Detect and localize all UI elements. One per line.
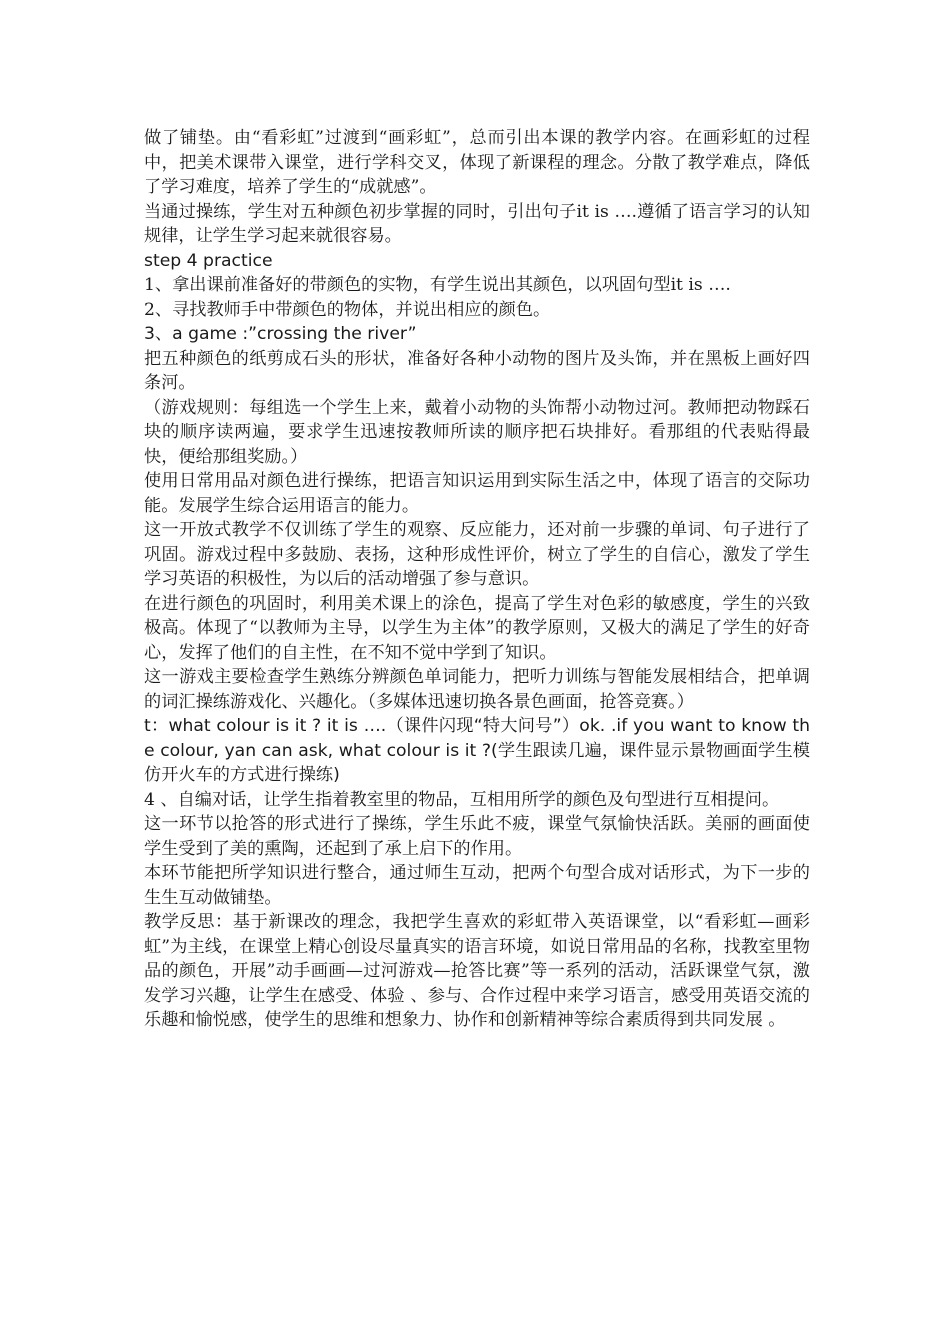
paragraph-open-teaching: 这一开放式教学不仅训练了学生的观察、反应能力，还对前一步骤的单词、句子进行了巩固。游戏过程中多鼓励、表扬，这种形成性评价，树立了学生的自信心，激发了学生学习英语的积极性，为以后的活动增强了参与意识。 [144, 520, 810, 589]
paragraph-reflection: 教学反思：基于新课改的理念，我把学生喜欢的彩虹带入英语课堂，以“看彩虹—画彩虹”为主线，在课堂上精心创设尽量真实的语言环境，如说日常用品的名称，找教室里物品的颜色，开展”动手画画—过河游戏—抢答比赛”等一系列的活动，活跃课堂气氛，激发学习兴趣，让学生在感受、体验 、参与、合作过程中来学习语言，感受用英语交流的乐趣和愉悦感，使学生的思维和想象力、协作和创新精神等综合素质得到共同发展 。 [144, 912, 810, 1030]
paragraph-game-check: 这一游戏主要检查学生熟练分辨颜色单词能力，把听力训练与智能发展相结合，把单调的词汇操练游戏化、兴趣化。（多媒体迅速切换各景色画面，抢答竞赛。） [144, 667, 810, 712]
practice-item-2: 2、寻找教师手中带颜色的物体，并说出相应的颜色。 [144, 299, 551, 320]
document-body [144, 126, 810, 1033]
paragraph-dialogue-t: t：what colour is it ? it is ….（课件闪现“特大问号”）ok. .if you want to know the colour, yan can ask, what colour is it ?(学生跟读几遍，课件显示景物画面学生模仿开火车的方式进行操练) [144, 716, 810, 785]
paragraph-integration: 本环节能把所学知识进行整合，通过师生互动，把两个句型合成对话形式，为下一步的生生互动做铺垫。 [144, 863, 810, 908]
practice-item-4: 4 、自编对话，让学生指着教室里的物品，互相用所学的颜色及句型进行互相提问。 [144, 789, 780, 810]
practice-item-1: 1、拿出课前准备好的带颜色的实物，有学生说出其颜色，以巩固句型it is …. [144, 275, 731, 295]
paragraph-coloring: 在进行颜色的巩固时，利用美术课上的涂色，提高了学生对色彩的敏感度，学生的兴致极高。体现了“以教师为主导，以学生为主体”的教学原则，又极大的满足了学生的好奇心，发挥了他们的自主性，在不知不觉中学到了知识。 [144, 593, 810, 663]
game-setup: 把五种颜色的纸剪成石头的形状，准备好各种小动物的图片及头饰，并在黑板上画好四条河。 [144, 348, 810, 393]
step-heading: step 4 practice [144, 250, 273, 271]
paragraph-daily-items: 使用日常用品对颜色进行操练，把语言知识运用到实际生活之中，体现了语言的交际功能。发展学生综合运用语言的能力。 [144, 471, 810, 516]
game-rules: （游戏规则：每组选一个学生上来，戴着小动物的头饰帮小动物过河。教师把动物踩石块的顺序读两遍，要求学生迅速按教师所读的顺序把石块排好。看那组的代表贴得最快，便给那组奖励。） [144, 397, 810, 467]
paragraph-quick-answer: 这一环节以抢答的形式进行了操练，学生乐此不疲，课堂气氛愉快活跃。美丽的画面使学生受到了美的熏陶，还起到了承上启下的作用。 [144, 814, 810, 859]
paragraph-1: 做了铺垫。由“看彩虹”过渡到“画彩虹”，总而引出本课的教学内容。在画彩虹的过程中，把美术课带入课堂，进行学科交叉，体现了新课程的理念。分散了教学难点，降低了学习难度，培养了学生的“成就感”。 [144, 128, 810, 197]
practice-item-3: 3、a game :”crossing the river” [144, 324, 417, 344]
paragraph-2: 当通过操练，学生对五种颜色初步掌握的同时，引出句子it is ….遵循了语言学习的认知规律，让学生学习起来就很容易。 [144, 201, 810, 246]
